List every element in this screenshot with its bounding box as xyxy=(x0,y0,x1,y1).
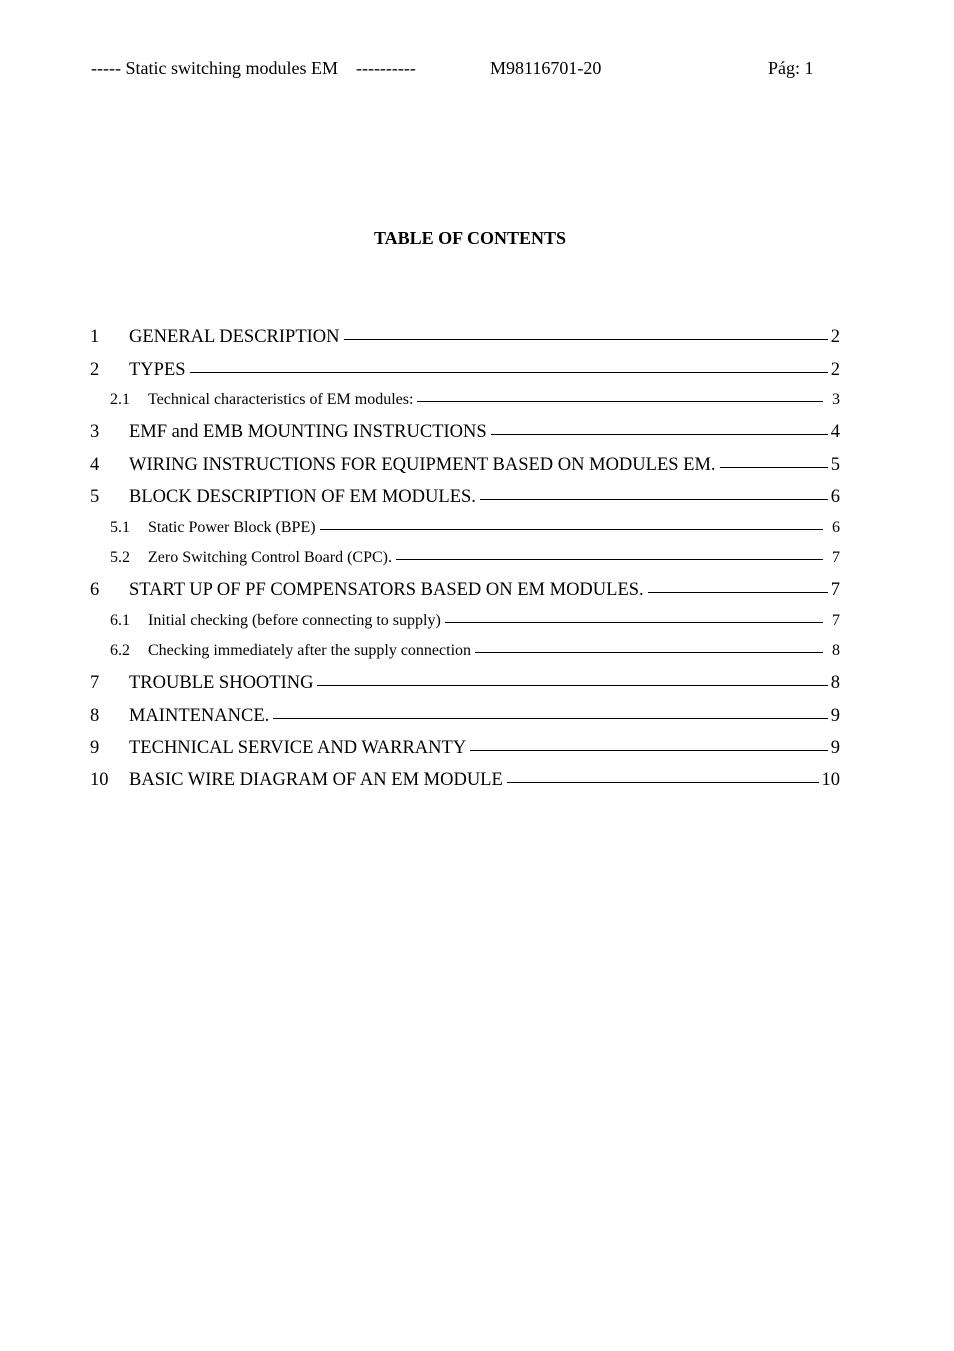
toc-entry[interactable] xyxy=(90,738,840,759)
toc-entry-page: 7 xyxy=(830,580,840,600)
toc-entry-number: 9 xyxy=(90,738,100,758)
toc-entry[interactable] xyxy=(90,770,840,791)
toc-leader-line xyxy=(507,782,819,783)
toc-leader-line xyxy=(320,529,823,530)
toc-entry-number: 6 xyxy=(90,580,100,600)
toc-entry[interactable] xyxy=(90,487,840,508)
toc-entry-title: START UP OF PF COMPENSATORS BASED ON EM MODULES. xyxy=(129,580,644,600)
toc-entry-title: TECHNICAL SERVICE AND WARRANTY xyxy=(129,738,467,758)
toc-leader-line xyxy=(317,685,827,686)
toc-entry-page: 9 xyxy=(830,738,840,758)
toc-entry-number: 5.2 xyxy=(110,549,130,566)
toc-entry-title: BLOCK DESCRIPTION OF EM MODULES. xyxy=(129,487,476,507)
toc-entry-page: 8 xyxy=(832,642,840,659)
toc-entry-number: 6.2 xyxy=(110,642,130,659)
toc-entry-page: 5 xyxy=(830,455,840,475)
toc-entry-title: MAINTENANCE. xyxy=(129,706,270,726)
toc-entry-number: 7 xyxy=(90,673,100,693)
toc-entry-title: BASIC WIRE DIAGRAM OF AN EM MODULE xyxy=(129,770,503,790)
toc-entry-page: 6 xyxy=(830,487,840,507)
toc-leader-line xyxy=(417,401,823,402)
toc-leader-line xyxy=(475,652,823,653)
toc-entry-page: 2 xyxy=(830,327,840,347)
toc-entry-number: 8 xyxy=(90,706,100,726)
toc-entry-title: TYPES xyxy=(129,360,186,380)
toc-title: TABLE OF CONTENTS xyxy=(373,228,567,248)
toc-leader-line xyxy=(648,592,828,593)
toc-entry-title: WIRING INSTRUCTIONS FOR EQUIPMENT BASED ON MODULES EM. xyxy=(129,455,716,475)
toc-entry[interactable] xyxy=(110,642,840,660)
toc-entry-number: 4 xyxy=(90,455,100,475)
toc-leader-line xyxy=(396,559,823,560)
toc-entry-page: 9 xyxy=(830,706,840,726)
toc-entry-number: 3 xyxy=(90,422,100,442)
toc-entry-page: 3 xyxy=(832,391,840,408)
toc-entry[interactable] xyxy=(90,455,840,476)
toc-leader-line xyxy=(273,718,827,719)
toc-leader-line xyxy=(480,499,828,500)
header-page-number: Pág: 1 xyxy=(768,58,814,78)
toc-entry-number: 5 xyxy=(90,487,100,507)
toc-entry-number: 1 xyxy=(90,327,100,347)
toc-entry-page: 7 xyxy=(832,612,840,629)
toc-entry-page: 8 xyxy=(830,673,840,693)
toc-leader-line xyxy=(720,467,828,468)
header-doc-code: M98116701-20 xyxy=(490,58,602,78)
toc-entry-title: TROUBLE SHOOTING xyxy=(129,673,314,693)
toc-entry-title: GENERAL DESCRIPTION xyxy=(129,327,340,347)
toc-entry[interactable] xyxy=(90,580,840,601)
toc-entry[interactable] xyxy=(110,549,840,567)
toc-entry[interactable] xyxy=(110,612,840,630)
toc-entry-title: Zero Switching Control Board (CPC). xyxy=(148,549,392,566)
toc-entry[interactable] xyxy=(110,391,840,409)
toc-entry-number: 10 xyxy=(90,770,109,790)
toc-entry-title: Checking immediately after the supply connection xyxy=(148,642,472,659)
toc-entry[interactable] xyxy=(90,673,840,694)
header-title: ----- Static switching modules EM ---------- xyxy=(91,58,416,78)
toc-entry-number: 5.1 xyxy=(110,519,130,536)
toc-entry-title: Static Power Block (BPE) xyxy=(148,519,316,536)
toc-entry-number: 6.1 xyxy=(110,612,130,629)
toc-entry-page: 6 xyxy=(832,519,840,536)
toc-entry[interactable] xyxy=(90,706,840,727)
toc-entry-page: 10 xyxy=(821,770,840,790)
page-header xyxy=(0,58,954,82)
toc-entry-page: 2 xyxy=(830,360,840,380)
toc-entry-page: 7 xyxy=(832,549,840,566)
toc-leader-line xyxy=(491,434,828,435)
toc-entry[interactable] xyxy=(90,422,840,443)
toc-entry-title: Initial checking (before connecting to supply) xyxy=(148,612,441,629)
toc-leader-line xyxy=(470,750,828,751)
toc-entry[interactable] xyxy=(90,360,840,381)
toc-leader-line xyxy=(190,372,828,373)
toc-entry[interactable] xyxy=(110,519,840,537)
toc-entry-page: 4 xyxy=(830,422,840,442)
toc-leader-line xyxy=(344,339,828,340)
toc-leader-line xyxy=(445,622,823,623)
toc-entry[interactable] xyxy=(90,327,840,348)
toc-entry-number: 2.1 xyxy=(110,391,130,408)
toc-entry-title: Technical characteristics of EM modules: xyxy=(148,391,414,408)
toc-entry-title: EMF and EMB MOUNTING INSTRUCTIONS xyxy=(129,422,487,442)
toc-entry-number: 2 xyxy=(90,360,100,380)
